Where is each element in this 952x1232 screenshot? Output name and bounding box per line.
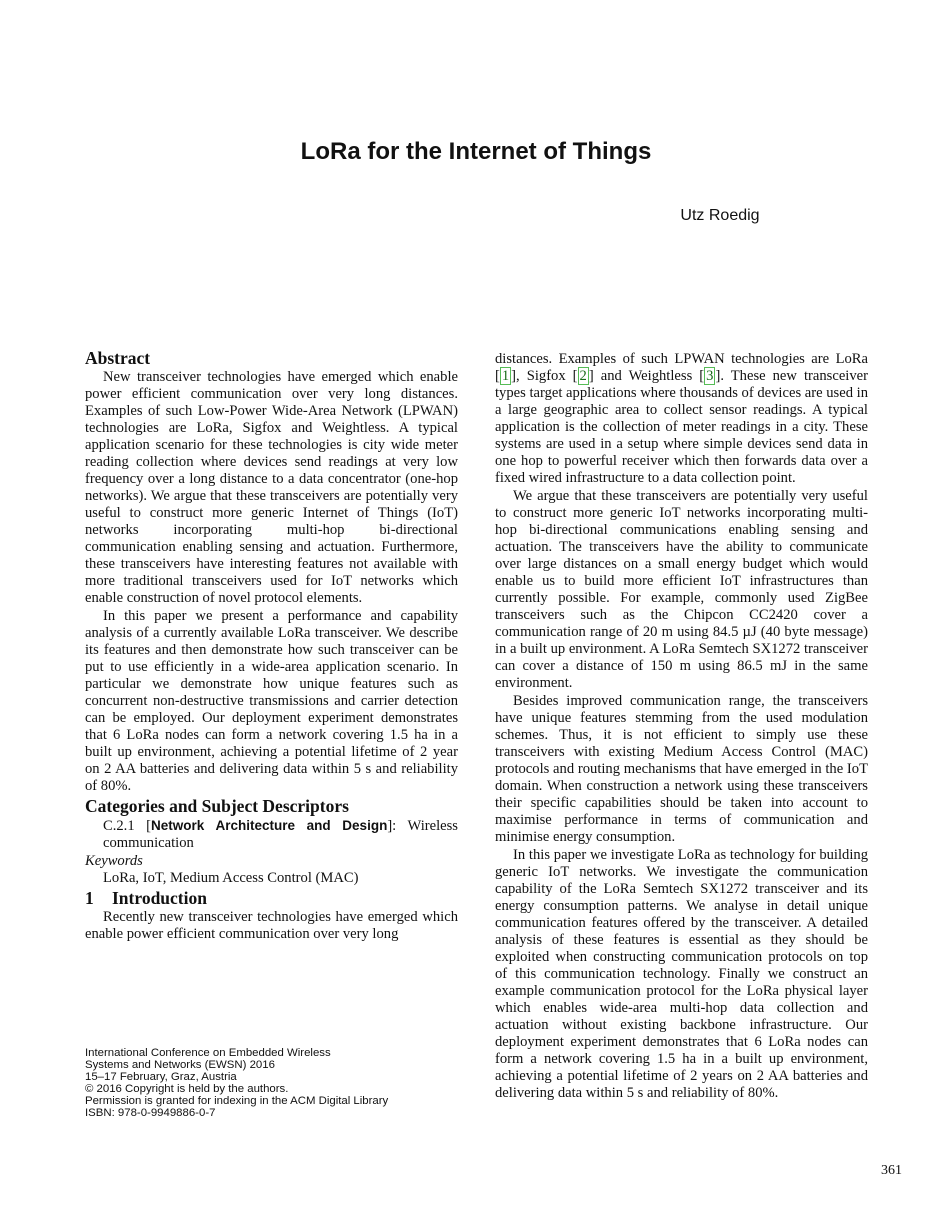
- citation-link-1[interactable]: 1: [501, 368, 510, 384]
- footnote-line: International Conference on Embedded Wireless: [85, 1047, 331, 1059]
- section-number: 1: [85, 888, 94, 908]
- abstract-heading: Abstract: [85, 348, 151, 368]
- footnote-line: ISBN: 978-0-9949886-0-7: [85, 1107, 216, 1119]
- footnote-line: © 2016 Copyright is held by the authors.: [85, 1083, 289, 1095]
- abstract-paragraph-1: New transceiver technologies have emerged which enable power efficient communication over very long distances. Examples of such Low-Power Wide-Area Network (LPWAN) technologies are LoRa, Sigfox and Weightless. A typical application scenario for these technologies is city wide meter reading collection where devices send readings at very low frequency over a long distance to a data concentrator (one-hop networks). We argue that these transceivers are potentially very useful to construct more generic Internet of Things (IoT) networks incorporating multi-hop bi-directional communication enabling sensing and actuation. Furthermore, these transceivers have interesting features not available with more traditional transceivers used for IoT networks which enable construction of novel protocol elements.: [85, 369, 458, 606]
- keywords-heading: Keywords: [85, 853, 143, 869]
- intro-paragraph-continued: distances. Examples of such LPWAN technologies are LoRa [ 1 ], Sigfox [ 2 ] and Weightless [ 3 ]. These new transceiver types target applications where thousands of devices are used in a large geographic area to collect sensor readings. A typical application is the collection of meter readings in a city. These systems are used in a setup where simple devices send data in one hop to powerful receiver which then forwards data over a fixed wired infrastructure to a data collection point.: [495, 351, 868, 486]
- intro-paragraph-2: We argue that these transceivers are potentially very useful to construct more generic IoT networks incorporating multi-hop bi-directional communications enabling sensing and actuation. The transceivers have the ability to communicate over large distances on a small energy budget which would enable us to build more efficient IoT infrastructures than currently possible. For example, commonly used ZigBee transceivers such as the Chipcon CC2420 cover a communication range of 20 m using 84.5 µJ (40 byte message) in a built up environment. A LoRa Semtech SX1272 transceiver can cover a distance of 150 m using 86.5 mJ in the same environment.: [495, 488, 868, 691]
- category-rest: ]: Wireless communication: [103, 818, 458, 851]
- citation-link-3[interactable]: 3: [706, 368, 714, 384]
- paper-title: LoRa for the Internet of Things: [300, 138, 652, 165]
- section-title: Introduction: [112, 888, 207, 908]
- intro-text-b: , Sigfox: [516, 368, 573, 384]
- citation-link-2[interactable]: 2: [579, 368, 587, 384]
- intro-text-c: and Weightless: [593, 368, 700, 384]
- left-column: [85, 348, 458, 944]
- abstract-paragraph-2: In this paper we present a performance and capability analysis of a currently available LoRa transceiver. We describe its features and then demonstrate how such transceiver can be put to use efficiently in a wide-area application scenario. In particular we demonstrate how unique features such as concurrent non-destructive transmissions and carrier detection can be employed. Our deployment experiment demonstrates that 6 LoRa nodes can form a network covering 1.5 ha in a built up environment, achieving a potential lifetime of 2 year on 2 AA batteries and delivering data within 5 s and reliability of 80%.: [85, 608, 458, 794]
- right-column: [495, 351, 868, 1103]
- categories-heading: Categories and Subject Descriptors: [85, 796, 349, 816]
- categories-text: [85, 817, 458, 852]
- category-term: Network Architecture and Design: [151, 818, 388, 833]
- page-number: 361: [881, 1163, 902, 1178]
- author-name: Utz Roedig: [680, 207, 760, 224]
- intro-paragraph-3: Besides improved communication range, the transceivers have unique features stemming from the used modulation schemes. Thus, it is not efficient to simply use these transceivers with existing Medium Access Control (MAC) protocols and routing mechanisms that have emerged in the IoT domain. When construction a network using these transceivers their specific capabilities should be taken into account to maximise performance in terms of communication and minimise energy consumption.: [495, 693, 868, 845]
- keywords-text: LoRa, IoT, Medium Access Control (MAC): [103, 870, 359, 886]
- category-code: C.2.1: [103, 818, 135, 834]
- intro-paragraph-4: In this paper we investigate LoRa as technology for building generic IoT networks. We investigate the communication capability of the LoRa Semtech SX1272 transceiver and its energy consumption patterns. We analyse in detail unique communication features offered by the transceiver. A detailed analysis of these features is essential as they should be exploited when constructing communication protocols on top of this communication technology. Finally we construct an example communication protocol for the LoRa physical layer which enables wide-area multi-hop data collection and actuation without existing backbone infrastructure. Our deployment experiment demonstrates that 6 LoRa nodes can form a network covering 1.5 ha in a built up environment, achieving a potential lifetime of 2 years on 2 AA batteries and delivering data within 5 s and reliability of 80%.: [495, 847, 868, 1101]
- intro-text-d: . These new transceiver types target applications where thousands of devices are used in a large geographic area to collect sensor readings. A typical application is the collection of meter readings in a city. These systems are used in a setup where simple devices send data in one hop to powerful receiver which then forwards data over a fixed wired infrastructure to a data collection point.: [495, 368, 868, 486]
- footnote-line: Permission is granted for indexing in the ACM Digital Library: [85, 1095, 389, 1107]
- footnote-line: Systems and Networks (EWSN) 2016: [85, 1059, 275, 1071]
- introduction-heading: [85, 888, 458, 908]
- intro-text-a: distances. Examples of such LPWAN technologies are LoRa: [495, 351, 868, 367]
- category-bracket: [: [134, 818, 152, 834]
- intro-paragraph-start: Recently new transceiver technologies have emerged which enable power efficient communication over very long: [85, 909, 458, 942]
- copyright-footnote: [85, 1047, 465, 1119]
- footnote-line: 15–17 February, Graz, Austria: [85, 1071, 237, 1083]
